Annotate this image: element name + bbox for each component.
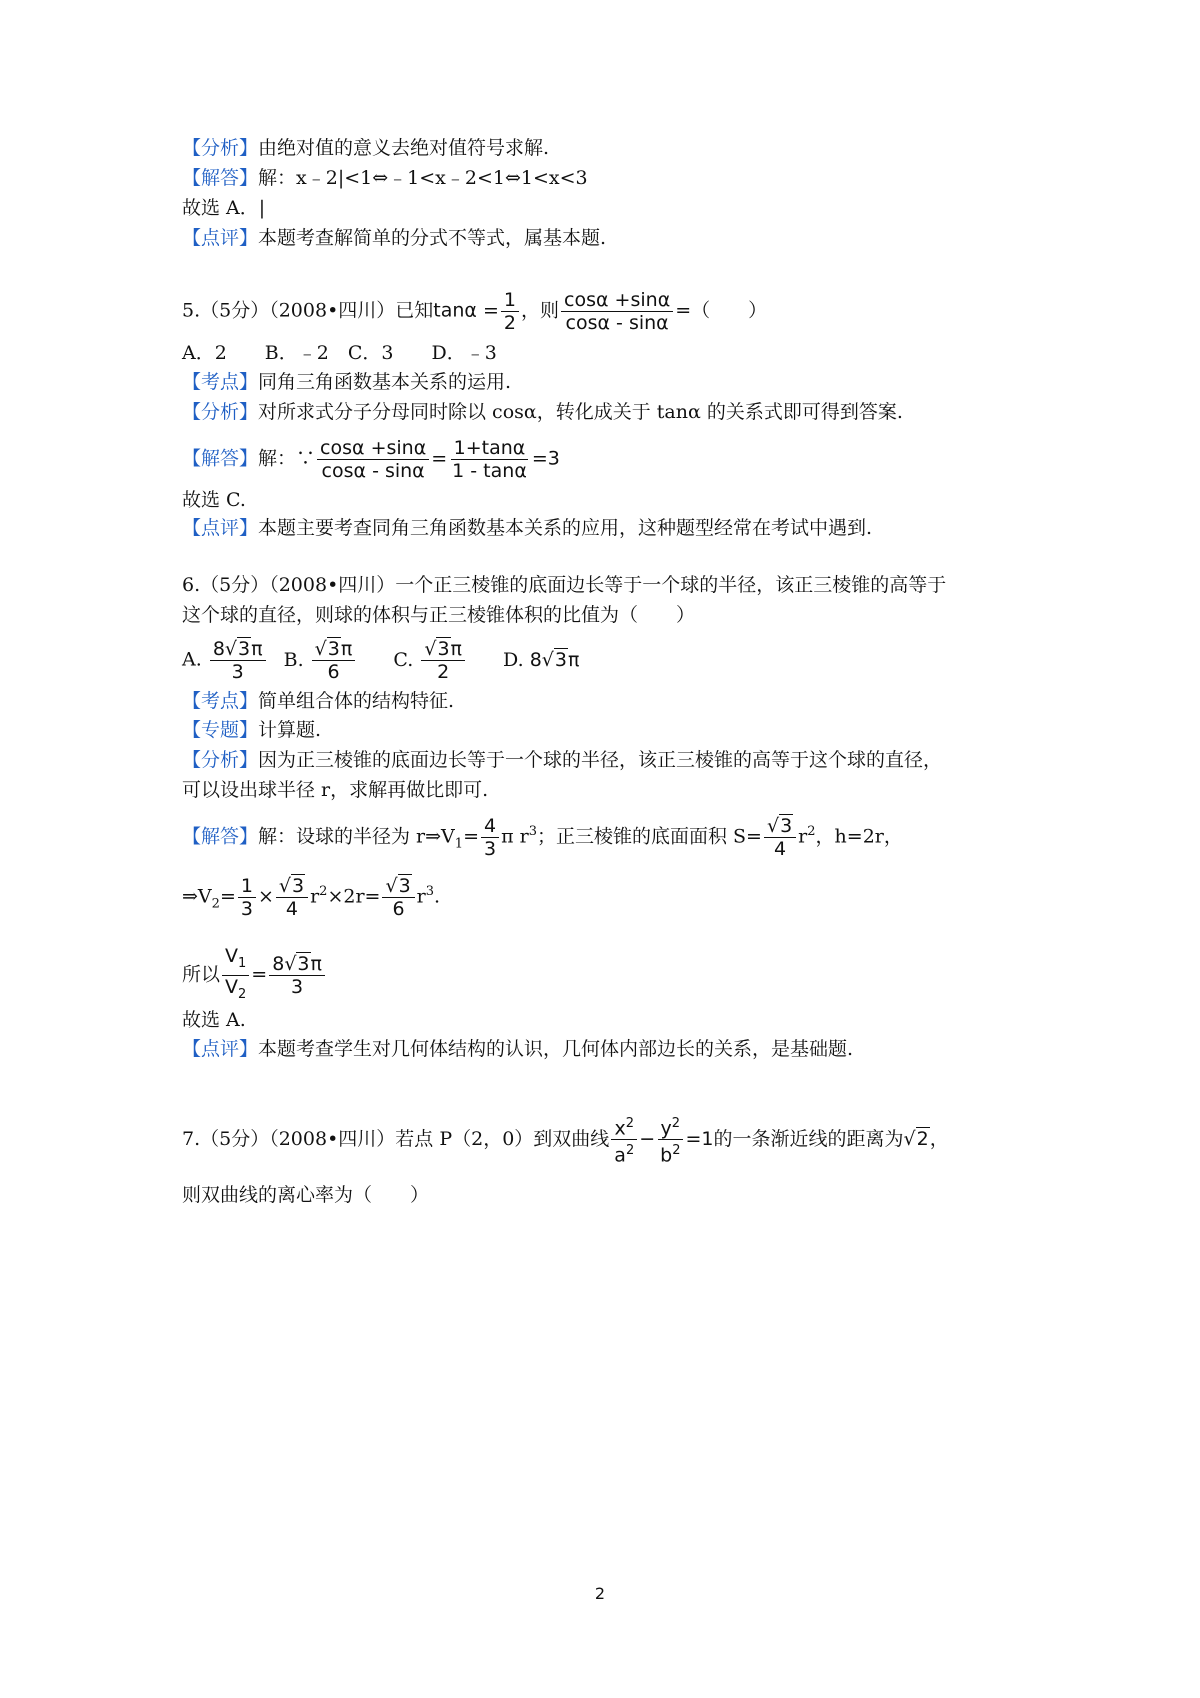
- q6-optA-num-post: π: [251, 638, 263, 660]
- solution-tag: 【解答】: [182, 825, 259, 848]
- analysis-tag: 【分析】: [182, 401, 259, 423]
- q5-sol-frac2-num: 1+tanα: [451, 437, 529, 460]
- q7-stem-mid: 的一条渐近线的距离为: [713, 1127, 904, 1150]
- q6-sol2-f1-den: 3: [240, 898, 253, 920]
- comment-tag: 【点评】: [182, 227, 259, 249]
- q6-sol2-frac3: $\frac{√3}{6}$: [382, 875, 414, 920]
- q6-sol2-r3: r: [416, 885, 426, 908]
- q6-sol3-den: V: [225, 975, 239, 998]
- q6-solution-line2: [182, 875, 440, 920]
- q6-optB-frac: $\frac{√3\pi}{6}$: [312, 638, 356, 683]
- q6-optD-rad: 3: [554, 648, 567, 671]
- q6-sol3-num-sub: 1: [238, 955, 247, 971]
- q6-kaodian: [182, 686, 454, 716]
- comment-tag: 【点评】: [182, 1038, 259, 1060]
- q6-optC-num-post: π: [450, 638, 462, 660]
- q6-comment: [182, 1034, 853, 1064]
- q6-optD-post: π: [567, 648, 580, 671]
- q5-sol-frac1: [317, 437, 429, 482]
- q5-sol-result: =3: [531, 447, 560, 470]
- q6-analysis-line2: 可以设出球半径 r，求解再做比即可.: [182, 779, 489, 801]
- q6-sol3-r-rad: 3: [297, 952, 310, 975]
- q6-sol2-eq: =: [219, 885, 236, 908]
- q6-optD-label: D.: [503, 648, 524, 671]
- analysis-tag: 【分析】: [182, 749, 259, 771]
- q6-sol1-sub: 1: [454, 836, 464, 852]
- q6-options: [182, 638, 579, 683]
- q7-minus: −: [639, 1127, 656, 1150]
- q6-optB-num-post: π: [340, 638, 353, 660]
- q5-stem-mid: ，则: [521, 299, 560, 322]
- kaodian-tag: 【考点】: [182, 690, 259, 712]
- q6-sol3-den-sub: 2: [238, 986, 247, 1002]
- q5-comment: [182, 513, 872, 543]
- q6-optA-frac: $\frac{8√3\pi}{3}$: [210, 638, 266, 683]
- q7-x-frac: [611, 1113, 637, 1167]
- q7-y-sup: 2: [671, 1116, 681, 1131]
- q5-tan-lhs: tanα =: [433, 299, 499, 322]
- comment-tag: 【点评】: [182, 517, 259, 539]
- q5-kaodian-text: 同角三角函数基本关系的运用.: [258, 371, 512, 393]
- solution-tag: 【解答】: [182, 167, 259, 189]
- q6-sol2-rad2: 3: [398, 875, 411, 897]
- q5-expr-fraction: [561, 289, 673, 334]
- q6-optC-frac: $\frac{√3\pi}{2}$: [421, 638, 465, 683]
- q6-optB-rad: 3: [327, 638, 340, 660]
- q6-analysis-text1: 因为正三棱锥的底面边长等于一个球的半径，该正三棱锥的高等于这个球的直径，: [258, 749, 943, 771]
- q6-optB-label: B.: [283, 648, 304, 671]
- q6-solution-line3: [182, 945, 327, 1006]
- q6-sol3-ratio: [222, 945, 249, 1006]
- q4-analysis: [182, 133, 549, 163]
- q6-sol1-mid: ；正三棱锥的底面面积 S=: [536, 825, 762, 848]
- q6-choice: 故选 A.: [182, 1009, 246, 1031]
- analysis-tag: 【分析】: [182, 137, 259, 159]
- q7-stem-prefix: 7.（5分）（2008•四川）若点 P（2，0）到双曲线: [182, 1127, 610, 1150]
- q6-sol1-frac-den: 3: [483, 838, 497, 860]
- q7-y-num: y: [660, 1117, 672, 1140]
- q6-sol2-frac1: [238, 875, 256, 920]
- q6-sol1-frac2-den: 4: [774, 838, 787, 860]
- q6-optC-den: 2: [437, 661, 450, 683]
- q6-sol3-result: $\frac{8√3\pi}{3}$: [269, 953, 325, 998]
- q6-sol1-frac-num: 4: [481, 815, 499, 838]
- q6-sol2-f2-den: 4: [285, 898, 299, 920]
- q5-sol-frac1-num: cosα +sinα: [317, 437, 429, 460]
- q6-sol3-r-den: 3: [291, 975, 304, 998]
- q6-sol3-prefix: 所以: [182, 963, 221, 986]
- q4-comment-text: 本题考查解简单的分式不等式，属基本题.: [258, 227, 607, 249]
- q6-sol3-r-num-pre: 8: [272, 952, 285, 975]
- q6-comment-text: 本题考查学生对几何体结构的认识，几何体内部边长的关系，是基础题.: [258, 1038, 854, 1060]
- q6-sol1-eq: =: [463, 825, 479, 848]
- q6-sol2-mid: ×2r=: [327, 885, 381, 908]
- q6-sol1-rad: 3: [780, 815, 793, 837]
- q7-rad: 2: [916, 1127, 929, 1150]
- page-number: 2: [594, 1584, 606, 1603]
- q6-analysis-line1: [182, 745, 942, 775]
- q6-sol2-f1-num: 1: [238, 875, 256, 898]
- q6-zhuanti: [182, 715, 321, 745]
- q5-half-fraction: [501, 289, 519, 334]
- q6-optA-num-pre: 8: [212, 638, 225, 660]
- q7-x-num: x: [614, 1117, 626, 1140]
- q7-b-sup: 2: [672, 1143, 681, 1159]
- q4-solution: [182, 163, 588, 193]
- q6-sol2-frac2: $\frac{√3}{4}$: [276, 875, 308, 920]
- q6-sol3-eq: =: [251, 963, 268, 986]
- zhuanti-tag: 【专题】: [182, 719, 259, 741]
- q6-sol2-rad: 3: [291, 875, 305, 897]
- q6-optC-rad: 3: [437, 638, 450, 660]
- solution-tag: 【解答】: [182, 447, 259, 470]
- q6-solution-line1: [182, 815, 903, 860]
- q6-stem-line1: 6.（5分）（2008•四川）一个正三棱锥的底面边长等于一个球的半径，该正三棱锥的高等于: [182, 574, 947, 596]
- q5-stem-prefix: 5.（5分）（2008•四川）已知: [182, 299, 434, 322]
- q7-stem-end: ，: [929, 1127, 949, 1150]
- q6-stem-line2: 这个球的直径，则球的体积与正三棱锥体积的比值为（ ）: [182, 604, 696, 626]
- q6-optA-den: 3: [231, 661, 244, 683]
- q6-sol2-prefix: ⇒V: [182, 885, 212, 908]
- q5-kaodian: [182, 367, 511, 397]
- q7-eq1: =1: [685, 1127, 714, 1150]
- q5-comment-text: 本题主要考查同角三角函数基本关系的应用，这种题型经常在考试中遇到.: [258, 517, 873, 539]
- q5-solution-prefix: 解：∵: [258, 447, 316, 470]
- q5-analysis: [182, 397, 903, 427]
- q5-choice: 故选 C.: [182, 489, 246, 511]
- q6-sol1-tail: ，h=2r，: [815, 825, 903, 848]
- q6-sol2-tail: .: [434, 885, 441, 908]
- q5-analysis-text: 对所求式分子分母同时除以 cosα，转化成关于 tanα 的关系式即可得到答案.: [258, 401, 903, 423]
- q6-sol3-r-num-post: π: [310, 952, 322, 975]
- q6-sol3-num: V: [225, 945, 239, 967]
- q7-a-den: a: [614, 1144, 626, 1167]
- q6-sol2-times: ×: [257, 885, 274, 908]
- q6-sol1-frac: [481, 815, 499, 860]
- q6-sol1-prefix: 解：设球的半径为 r⇒V: [258, 825, 455, 848]
- q7-stem-line1: 7.（5分）（2008•四川）若点 P（2，0）到双曲线 $\frac{x^2}{a^2}$ − $\frac{y^2}{b^2}$ =1的一条渐近线的距离为√2，: [182, 1113, 949, 1167]
- q6-optD-value: 8√3π: [529, 648, 580, 671]
- q5-half-den: 2: [503, 312, 516, 334]
- q5-half-num: 1: [501, 289, 519, 312]
- q5-stem: [182, 289, 767, 334]
- q5-sol-frac2-den: 1 - tanα: [452, 460, 527, 482]
- q6-optA-rad: 3: [238, 638, 251, 660]
- q6-sol1-frac2: $\frac{√3}{4}$: [764, 815, 796, 860]
- q7-x-sup: 2: [625, 1116, 635, 1131]
- q6-sol2-sup: 2: [319, 884, 328, 900]
- q6-sol2-sub: 2: [211, 896, 220, 912]
- q5-sol-frac1-den: cosα - sinα: [321, 460, 425, 482]
- q6-sol2-f3-den: 6: [392, 898, 405, 920]
- q6-zhuanti-text: 计算题.: [258, 719, 322, 741]
- q5-sol-frac2: [449, 437, 530, 482]
- q5-expr-den: cosα - sinα: [565, 312, 669, 334]
- q4-comment: [182, 223, 606, 253]
- q6-sol2-r2: r: [310, 885, 320, 908]
- q6-sol1-sup: 3: [528, 824, 537, 840]
- q6-kaodian-text: 简单组合体的结构特征.: [258, 690, 455, 712]
- q7-a-sup: 2: [625, 1143, 635, 1159]
- q6-optC-label: C.: [393, 648, 414, 671]
- q5-solution: 【解答】解：∵ $\frac{\cos\alpha +\sin\alpha}{\cos\alpha - \sin\alpha}$ = $\frac{1+\tan\alpha}{1 - \tan\alpha}$ =3: [182, 437, 560, 482]
- q6-sol1-sup2: 2: [807, 824, 816, 840]
- q6-optB-den: 6: [327, 661, 340, 683]
- q7-b-den: b: [660, 1144, 673, 1167]
- q6-sol1-r: r: [798, 825, 808, 848]
- kaodian-tag: 【考点】: [182, 371, 259, 393]
- q5-expr-num: cosα +sinα: [561, 289, 673, 312]
- q4-analysis-text: 由绝对值的意义去绝对值符号求解.: [258, 137, 550, 159]
- q7-y-frac: [657, 1113, 683, 1167]
- q4-choice: 故选 A．|: [182, 197, 266, 219]
- q6-optD-pre: 8: [529, 648, 542, 671]
- q5-stem-suffix: =（ ）: [675, 299, 768, 322]
- q5-options: A．2 B．﹣2 C．3 D．﹣3: [182, 342, 497, 364]
- q7-stem-line2: 则双曲线的离心率为（ ）: [182, 1184, 430, 1206]
- q6-optA-label: A.: [182, 648, 202, 671]
- q4-solution-text: 解：x﹣2|<1⇔﹣1<x﹣2<1⇔1<x<3: [258, 167, 588, 189]
- q6-sol2-sup3: 3: [425, 884, 435, 900]
- q6-sol1-post: π r: [501, 825, 529, 848]
